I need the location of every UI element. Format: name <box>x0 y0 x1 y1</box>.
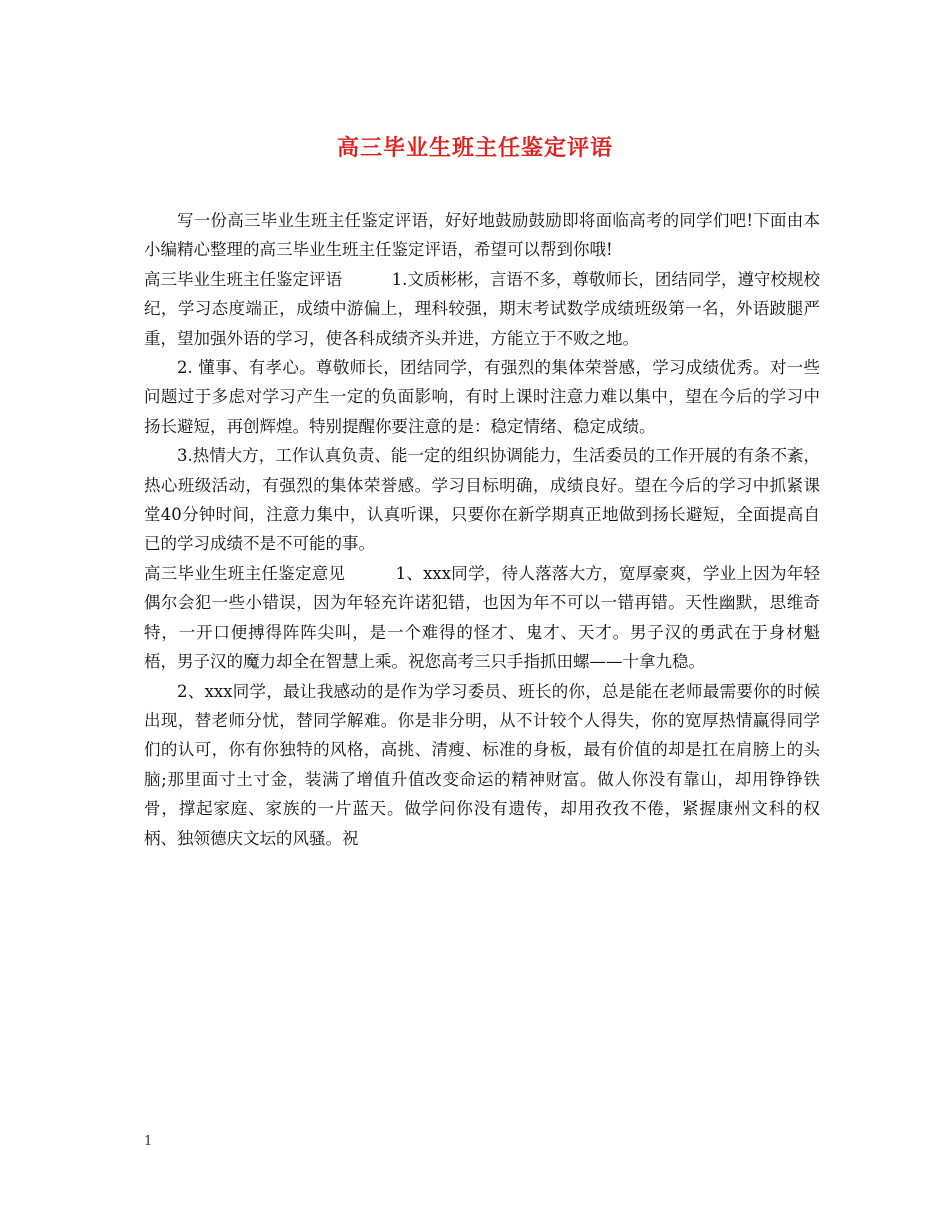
opinion-item-2: 2、xxx同学，最让我感动的是作为学习委员、班长的你，总是能在老师最需要你的时候出现，替老师分忧，替同学解难。你是非分明，从不计较个人得失，你的宽厚热情赢得同学们的认可，你有你独特的风格，高挑、清瘦、标准的身板，最有价值的却是扛在肩膀上的头脑;那里面寸土寸金，装满了增值升值改变命运的精神财富。做人你没有靠山，却用铮铮铁骨，撑起家庭、家族的一片蓝天。做学问你没有遗传，却用孜孜不倦，紧握康州文科的权柄、独领德庆文坛的风骚。祝 <box>144 681 820 848</box>
evaluation-item-3: 3.热情大方，工作认真负责、能一定的组织协调能力，生活委员的工作开展的有条不紊，热心班级活动，有强烈的集体荣誉感。学习目标明确，成绩良好。望在今后的学习中抓紧课堂40分钟时间，注意力集中，认真听课，只要你在新学期真正地做到扬长避短，全面提高自已的学习成绩不是不可能的事。 <box>144 446 820 554</box>
evaluation-item-2: 2. 懂事、有孝心。尊敬师长，团结同学，有强烈的集体荣誉感，学习成绩优秀。对一些问题过于多虑对学习产生一定的负面影响，有时上课时注意力难以集中，望在今后的学习中扬长避短，再创辉煌。特别提醒你要注意的是：稳定情绪、稳定成绩。 <box>144 358 820 436</box>
page-number: 1 <box>144 1134 153 1149</box>
document-title: 高三毕业生班主任鉴定评语 <box>336 135 613 161</box>
evaluation-section-paragraph: 高三毕业生班主任鉴定评语 1.文质彬彬，言语不多，尊敬师长，团结同学，遵守校规校纪，学习态度端正，成绩中游偏上，理科较强，期末考试数学成绩班级第一名，外语跛腿严重，望加强外语的学习，使各科成绩齐头并进，方能立于不败之地。 <box>144 269 820 348</box>
intro-paragraph: 写一份高三毕业生班主任鉴定评语，好好地鼓励鼓励即将面临高考的同学们吧!下面由本小编精心整理的高三毕业生班主任鉴定评语，希望可以帮到你哦! <box>144 211 820 260</box>
document-body <box>144 206 820 853</box>
opinion-section-paragraph: 高三毕业生班主任鉴定意见 1、xxx同学，待人落落大方，宽厚豪爽，学业上因为年轻偶尔会犯一些小错误，因为年轻充许诺犯错，也因为年不可以一错再错。天性幽默，思维奇特，一开口便搏得阵阵尖叫，是一个难得的怪才、鬼才、天才。男子汉的勇武在于身材魁梧，男子汉的魔力却全在智慧上乘。祝您高考三只手指抓田螺——十拿九稳。 <box>144 563 820 672</box>
